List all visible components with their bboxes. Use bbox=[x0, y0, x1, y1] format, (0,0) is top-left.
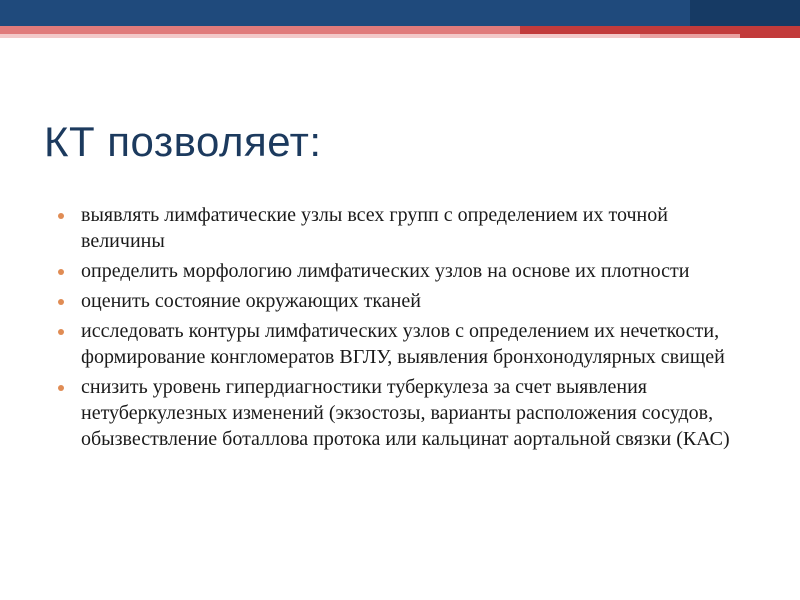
header-band bbox=[0, 0, 800, 26]
slide-title: КТ позволяет: bbox=[44, 118, 322, 165]
bullet-text: выявлять лимфатические узлы всех групп с определением их точной величины bbox=[81, 204, 668, 252]
header-band-accent bbox=[690, 0, 800, 26]
header-stripe-pink-dark bbox=[740, 34, 800, 38]
bullet-dot-icon bbox=[58, 299, 64, 305]
bullet-item bbox=[56, 202, 756, 254]
bullet-dot-icon bbox=[58, 269, 64, 275]
header-stripe-pink-light bbox=[0, 34, 640, 38]
bullet-text: определить морфологию лимфатических узлов на основе их плотности bbox=[81, 260, 690, 282]
bullet-text: исследовать контуры лимфатических узлов с определением их нечеткости, формирование конгломератов ВГЛУ, выявления бронхонодулярных свищей bbox=[81, 320, 725, 368]
bullet-dot-icon bbox=[58, 213, 64, 219]
bullet-item bbox=[56, 374, 756, 452]
bullet-dot-icon bbox=[58, 385, 64, 391]
bullet-item bbox=[56, 318, 756, 370]
bullet-item bbox=[56, 258, 756, 284]
bullet-list bbox=[56, 202, 756, 456]
bullet-item bbox=[56, 288, 756, 314]
header-stripe-red-light bbox=[0, 26, 520, 34]
bullet-dot-icon bbox=[58, 329, 64, 335]
bullet-text: снизить уровень гипердиагностики туберкулеза за счет выявления нетуберкулезных изменений (экзостозы, варианты расположения сосудов, обызвествление боталлова протока или кальцинат аортальной связки (КАС) bbox=[81, 376, 730, 450]
bullet-text: оценить состояние окружающих тканей bbox=[81, 290, 421, 312]
